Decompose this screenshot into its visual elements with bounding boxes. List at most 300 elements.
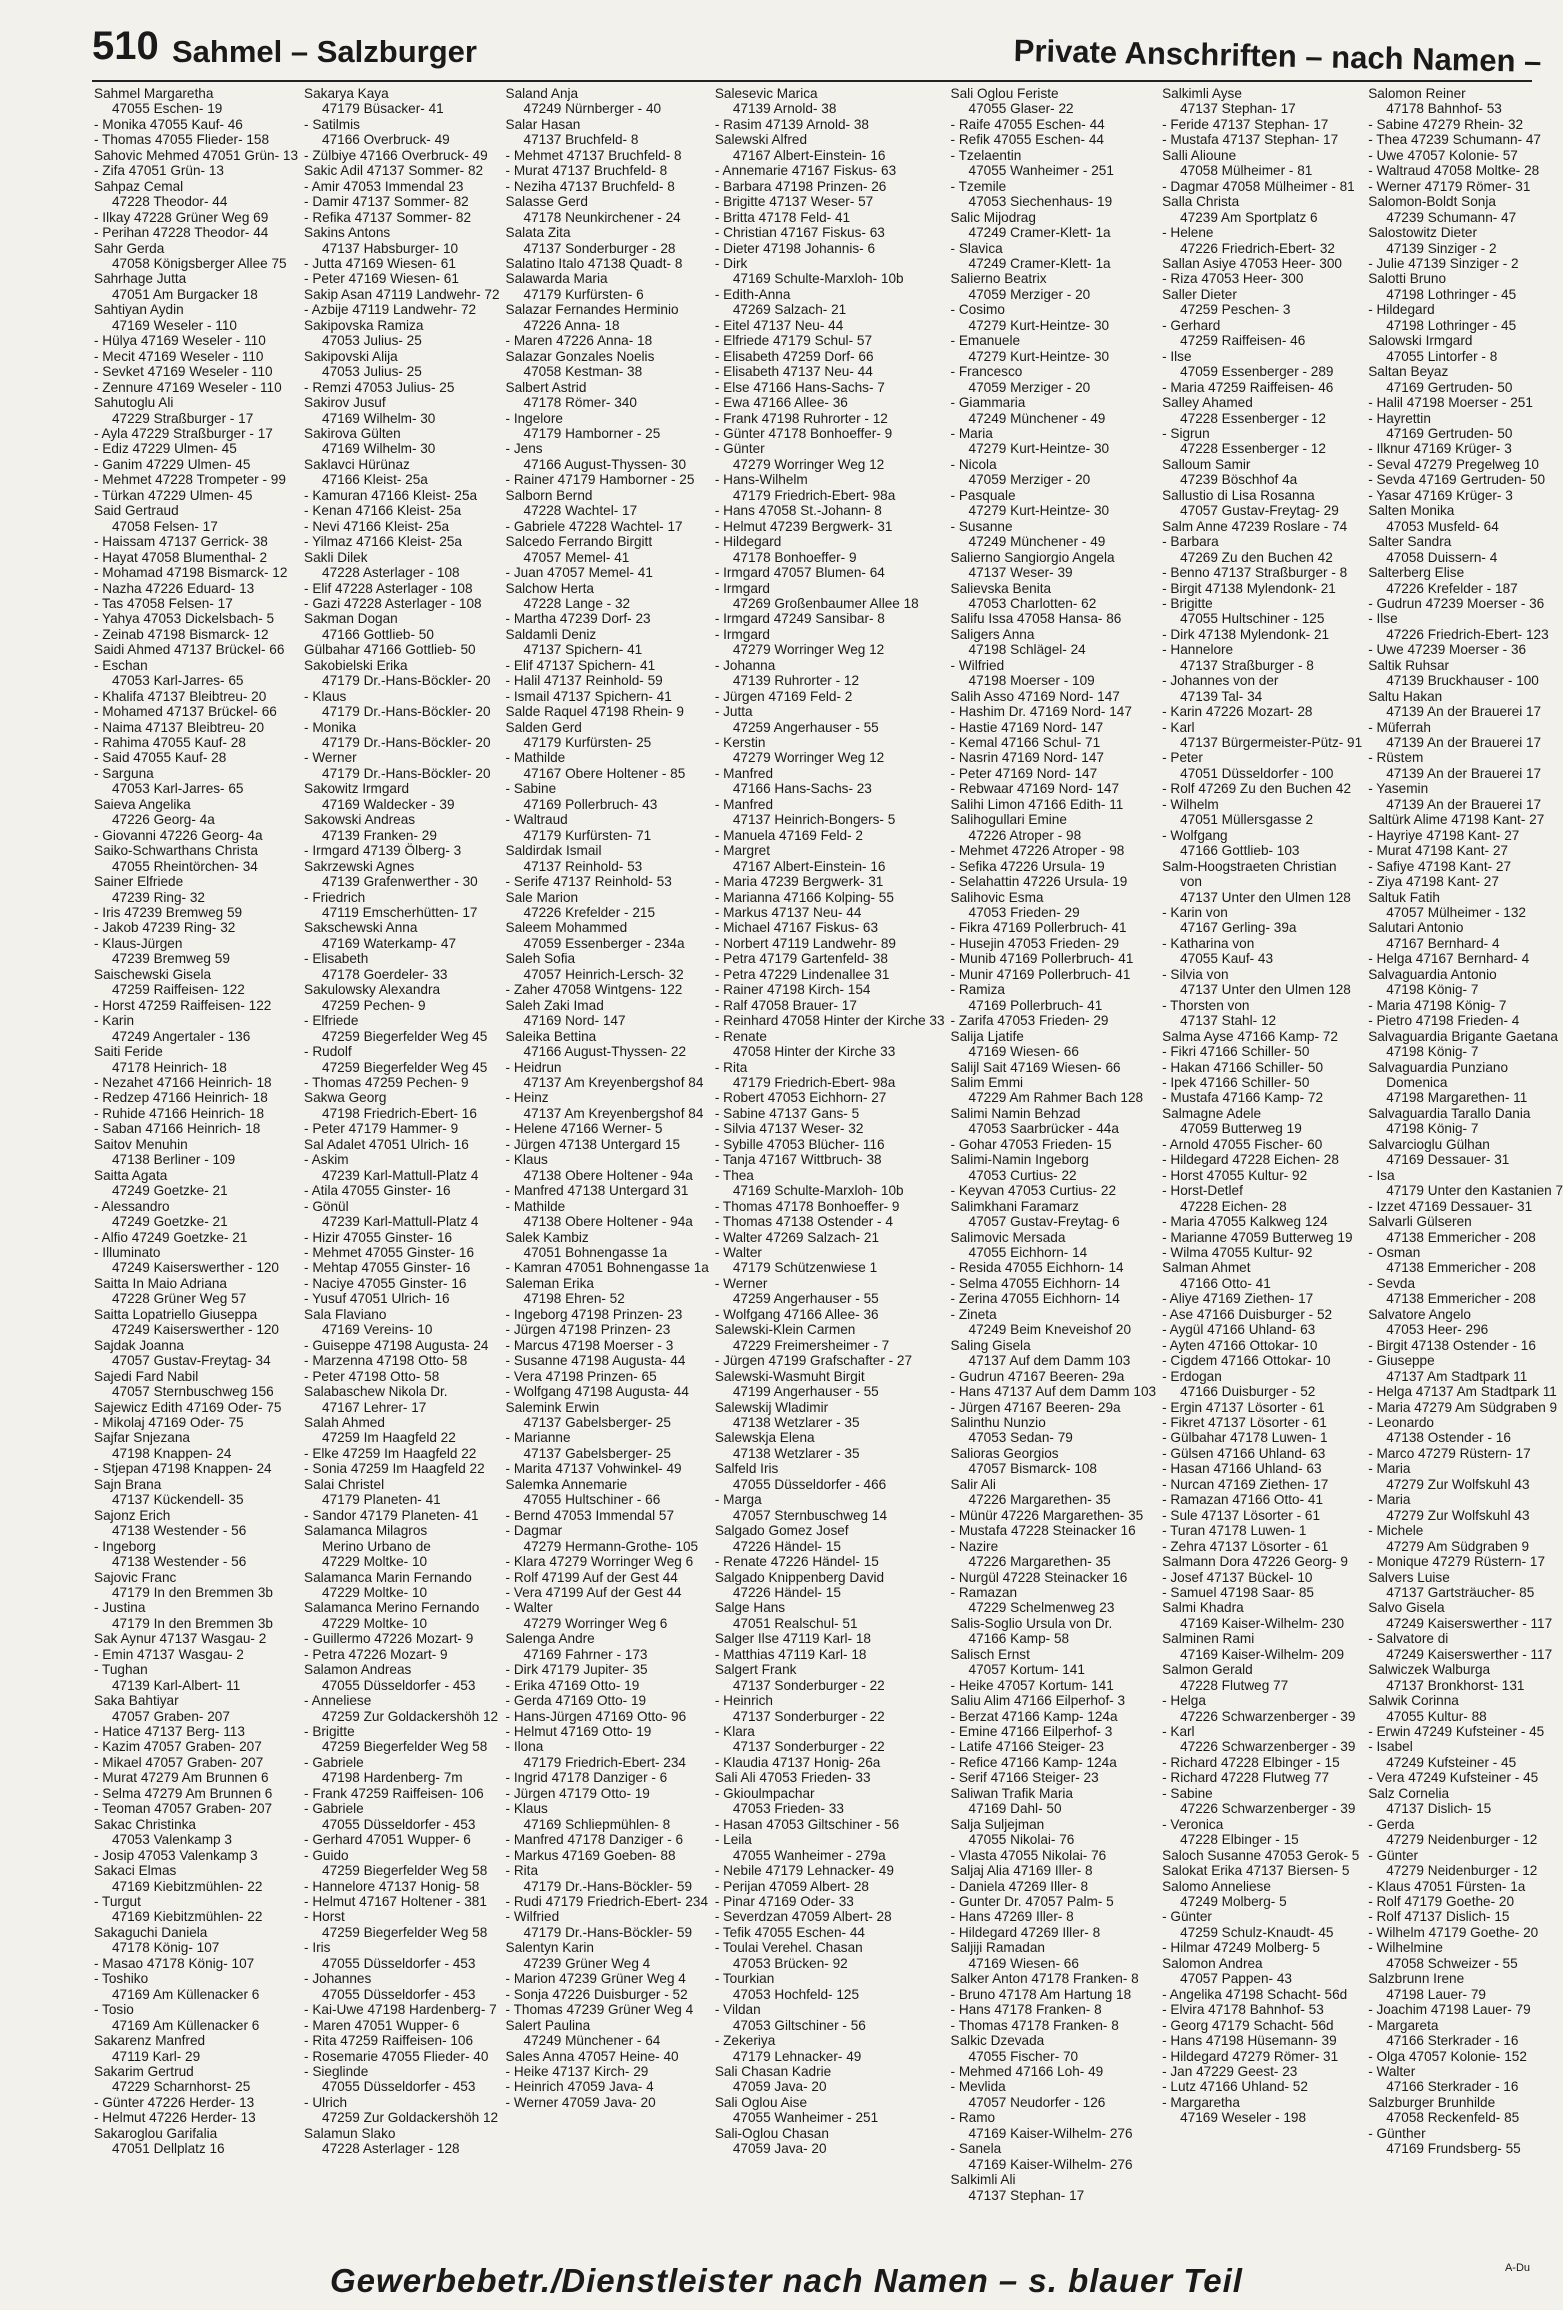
listing-entry: - Kamran 47051 Bohnengasse 1a [505, 1260, 709, 1276]
listing-entry: - Gerhard 47051 Wupper- 6 [304, 1832, 471, 1848]
listing-entry: - Pasquale [950, 487, 1016, 503]
listing-entry: - Günter 47178 Bonhoeffer- 9 [714, 425, 893, 441]
listing-entry: - Klaus 47051 Fürsten- 1a [1368, 1878, 1526, 1894]
listing-name: Sakobielski Erika [304, 657, 408, 673]
listing-entry: - Matthias 47119 Karl- 18 [714, 1646, 867, 1662]
listing-entry: - Ergin 47137 Lösorter - 61 [1162, 1399, 1325, 1415]
listing-address: 47239 Böschhof 4a [1180, 472, 1298, 488]
listing-entry: - Mehmet 47137 Bruchfeld- 8 [505, 147, 682, 163]
listing-entry: - Salvatore di [1368, 1631, 1449, 1647]
listing-address: 47138 Obere Holtener - 94a [523, 1167, 693, 1183]
listing-entry: - Mustafa 47228 Steinacker 16 [950, 1523, 1136, 1539]
listing-entry: - Markus 47169 Goeben- 88 [505, 1847, 676, 1863]
listing-name: Sakac Christinka [94, 1816, 196, 1832]
listing-name: Sahrhage Jutta [94, 271, 187, 287]
listing-entry: - Tefik 47055 Eschen- 44 [714, 1924, 865, 1940]
listing-address: 47169 Waterkamp- 47 [322, 935, 457, 951]
listing-entry: - Maria [950, 425, 993, 441]
listing-address: 47059 Butterweg 19 [1180, 1121, 1302, 1137]
listing-name: Salwiczek Walburga [1368, 1662, 1491, 1678]
listing-entry: - Ulrich [304, 2094, 348, 2110]
listing-address: 47137 Stephan- 17 [1180, 101, 1296, 117]
listing-address: 47137 Sonderburger - 22 [732, 1677, 885, 1693]
listing-name: Salma Ayse 47166 Kamp- 72 [1162, 1028, 1338, 1044]
listing-name: Salesevic Marica [714, 86, 818, 101]
listing-name: Salvarli Gülseren [1368, 1214, 1472, 1230]
listing-address: 47139 An der Brauerei 17 [1386, 735, 1542, 751]
listing-entry: - Petra 47229 Lindenallee 31 [714, 966, 890, 982]
listing-address: 47178 König- 107 [112, 1940, 220, 1956]
listing-entry: - Haissam 47137 Gerrick- 38 [94, 534, 268, 550]
listing-name: Sakipovski Alija [304, 348, 398, 364]
listing-entry: - Selma 47279 Am Brunnen 6 [94, 1785, 273, 1801]
listing-name: Sajovic Franc [94, 1569, 177, 1585]
listing-entry: - Severdzan 47059 Albert- 28 [714, 1909, 892, 1925]
listing-entry: - Pietro 47198 Frieden- 4 [1368, 1013, 1520, 1029]
listing-address: 47279 Worringer Weg 12 [732, 750, 885, 766]
listing-entry: - Müferrah [1368, 719, 1431, 735]
listing-address: 47057 Gustav-Freytag- 34 [112, 1353, 271, 1369]
listing-address: 47053 Musfeld- 64 [1386, 518, 1499, 534]
listing-address: 47138 Emmericher - 208 [1386, 1229, 1536, 1245]
listing-address: 47249 Angertaler - 136 [112, 1028, 251, 1044]
listing-entry: - Silvia von [1162, 966, 1229, 982]
listing-address: 47057 Gustav-Freytag- 29 [1180, 503, 1339, 519]
listing-name: Sakli Dilek [304, 549, 368, 565]
listing-name: Salmann Dora 47226 Georg- 9 [1162, 1554, 1348, 1570]
listing-entry: - Marianna 47166 Kolping- 55 [714, 889, 894, 905]
listing-entry: - Kenan 47166 Kleist- 25a [304, 503, 462, 519]
listing-address: 47058 Hinter der Kirche 33 [732, 1044, 896, 1060]
listing-entry: - Neziha 47137 Bruchfeld- 8 [505, 178, 675, 194]
listing-address: 47053 Saarbrücker - 44a [968, 1121, 1119, 1137]
listing-entry: - Tanja 47167 Wittbruch- 38 [714, 1152, 882, 1168]
listing-entry: - Ramazan 47166 Otto- 41 [1162, 1492, 1324, 1508]
listing-entry: - Michael 47167 Fiskus- 63 [714, 920, 879, 936]
listing-address: 47137 Reinhold- 53 [523, 858, 643, 874]
listing-name: Salomon Andrea [1162, 1955, 1263, 1971]
listing-name: Sak Aynur 47137 Wasgau- 2 [94, 1631, 267, 1647]
listing-entry: - Mustafa 47137 Stephan- 17 [1162, 132, 1339, 148]
listing-address: 47053 Heer- 296 [1386, 1322, 1489, 1338]
listing-name: Saldirdak Ismail [505, 843, 602, 859]
listing-name: Saloch Susanne 47053 Gerok- 5 [1162, 1847, 1360, 1863]
listing-entry: - Emin 47137 Wasgau- 2 [94, 1646, 244, 1662]
listing-address: 47137 Am Kreyenbergshof 84 [523, 1105, 704, 1121]
listing-address: 47269 Großenbaumer Allee 18 [732, 595, 919, 611]
listing-address: 47167 Obere Holtener - 85 [523, 765, 686, 781]
listing-address: 47279 Zur Wolfskuhl 43 [1386, 1507, 1530, 1523]
listing-name: Sainer Elfriede [94, 874, 184, 890]
listing-entry: - Vlasta 47055 Nikolai- 76 [950, 1847, 1107, 1863]
listing-entry: - Mehtap 47055 Ginster- 16 [304, 1260, 471, 1276]
listing-entry: - Nazire [950, 1538, 999, 1554]
listing-address: 47179 Kurfürsten- 6 [523, 286, 644, 302]
listing-entry: - Petra 47179 Gartenfeld- 38 [714, 951, 888, 967]
listing-address: 47057 Sternbuschweg 156 [112, 1384, 274, 1400]
listing-entry: - Uwe 47239 Moerser - 36 [1368, 642, 1527, 658]
listing-entry: - Hülya 47169 Weseler - 110 [94, 333, 266, 349]
listing-entry: - Turan 47178 Luwen- 1 [1162, 1523, 1307, 1539]
listing-entry: - Helga 47167 Bernhard- 4 [1368, 951, 1530, 967]
listing-entry: - Karin 47226 Mozart- 28 [1162, 704, 1313, 720]
listing-address: 47279 Worringer Weg 6 [523, 1615, 668, 1631]
listing-entry: - Jürgen 47199 Grafschafter - 27 [714, 1353, 913, 1369]
listing-entry: - Ismail 47137 Spichern- 41 [505, 688, 672, 704]
listing-address: 47249 Kaiserswerther - 120 [112, 1322, 279, 1338]
listing-name: Salomon-Boldt Sonja [1368, 194, 1496, 210]
listing-entry: - Walter [505, 1600, 553, 1616]
listing-entry: - Margareta [1368, 2017, 1439, 2033]
listing-address: 47179 In den Bremmen 3b [112, 1584, 273, 1600]
listing-entry: - Remzi 47053 Julius- 25 [304, 379, 455, 395]
listing-address: 47167 Lehrer- 17 [322, 1399, 427, 1415]
listing-address: 47166 Duisburger - 52 [1180, 1384, 1316, 1400]
listing-name: Saiko-Schwarthans Christa [94, 843, 258, 859]
listing-address: 47226 Schwarzenberger - 39 [1180, 1708, 1356, 1724]
listing-address: 47178 Bahnhof- 53 [1386, 101, 1502, 117]
listing-entry: - Hilmar 47249 Molberg- 5 [1162, 1940, 1320, 1956]
listing-address: 47055 Eschen- 19 [112, 101, 223, 117]
listing-entry: - Gülsen 47166 Uhland- 63 [1162, 1445, 1326, 1461]
listing-entry: - Wilma 47055 Kultur- 92 [1162, 1244, 1313, 1260]
listing-entry: - Nevi 47166 Kleist- 25a [304, 518, 450, 534]
listing-address: 47259 Biegerfelder Weg 58 [322, 1863, 488, 1879]
listing-address: 47226 Friedrich-Ebert- 123 [1386, 626, 1549, 642]
listing-address: 47169 Weseler - 198 [1180, 2110, 1307, 2126]
listing-entry: - Hildegard 47279 Römer- 31 [1162, 2048, 1339, 2064]
listing-entry: - Gönül [304, 1198, 349, 1214]
listing-address: 47179 Lehnacker- 49 [732, 2048, 862, 2064]
listing-entry: - Mehmet 47055 Ginster- 16 [304, 1244, 475, 1260]
listing-address: 47167 Albert-Einstein- 16 [732, 147, 886, 163]
listing-address: 47053 Valenkamp 3 [112, 1832, 232, 1848]
listing-entry: - Rita [714, 1059, 748, 1075]
listing-entry: - Refice 47166 Kamp- 124a [950, 1754, 1117, 1770]
listing-entry: - Hizir 47055 Ginster- 16 [304, 1229, 453, 1245]
listing-address: 47169 Schulte-Marxloh- 10b [732, 1183, 904, 1199]
listing-address: 47166 Gottlieb- 103 [1180, 843, 1300, 859]
listing-address: 47226 Atroper - 98 [968, 827, 1082, 843]
listing-entry: - Francesco [950, 364, 1023, 380]
listing-name: Salgert Frank [714, 1662, 797, 1678]
listing-address: 47169 Vereins- 10 [322, 1322, 433, 1338]
listing-name: Salah Ahmed [304, 1414, 385, 1430]
listing-address: 47198 König- 7 [1386, 1044, 1479, 1060]
listing-entry: - Britta 47178 Feld- 41 [714, 209, 851, 225]
listing-address: 47055 Wanheimer - 251 [968, 163, 1114, 179]
listing-name: Sahr Gerda [94, 240, 165, 256]
listing-address: 47058 Reckenfeld- 85 [1386, 2110, 1520, 2126]
listing-name: Salkic Dzevada [950, 2033, 1045, 2049]
listing-entry: - Michele [1368, 1523, 1424, 1539]
listing-address: 47228 Lange - 32 [523, 595, 631, 611]
listing-address: 47259 Angerhauser - 55 [732, 1291, 879, 1307]
listing-entry: - Heike 47137 Kirch- 29 [505, 2064, 649, 2079]
listing-entry: - Maren 47226 Anna- 18 [505, 333, 653, 349]
listing-entry: - Mevlida [950, 2079, 1006, 2095]
listing-name: Salminen Rami [1162, 1631, 1255, 1647]
directory-column-4 [715, 86, 945, 2260]
listing-entry: - Edith-Anna [714, 286, 791, 302]
listing-entry: - Hans 47269 Iller- 8 [950, 1909, 1074, 1925]
listing-name: Salewski Alfred [714, 132, 808, 148]
listing-entry: - Ayten 47166 Ottokar- 10 [1162, 1337, 1318, 1353]
listing-address: 47058 Schweizer - 55 [1386, 1955, 1518, 1971]
listing-entry: - Refik 47055 Eschen- 44 [950, 132, 1104, 148]
listing-name: Sahmel Margaretha [94, 86, 214, 101]
listing-entry: - Damir 47137 Sommer- 82 [304, 194, 469, 210]
listing-address: 47137 Straßburger - 8 [1180, 657, 1314, 673]
listing-address: 47169 Frundsberg- 55 [1386, 2141, 1521, 2157]
listing-entry: - Riza 47053 Heer- 300 [1162, 271, 1304, 287]
listing-address: 47057 Neudorfer - 126 [968, 2094, 1106, 2110]
listing-name: Saltu Hakan [1368, 688, 1443, 704]
listing-entry: - Anneliese [304, 1693, 372, 1709]
listing-address: 47228 Elbinger - 15 [1180, 1832, 1299, 1848]
listing-entry: - Nazha 47226 Eduard- 13 [94, 580, 255, 596]
listing-entry: - Giammaria [950, 395, 1026, 411]
listing-entry: - Peter 47179 Hammer- 9 [304, 1121, 459, 1137]
listing-entry: - Mehmet 47228 Trompeter - 99 [94, 472, 286, 488]
listing-address: 47053 Curtius- 22 [968, 1167, 1077, 1183]
listing-entry: - Dirk [714, 255, 748, 271]
listing-entry: - Dagmar 47058 Mülheimer - 81 [1162, 178, 1355, 194]
listing-name: Sakic Adil 47137 Sommer- 82 [304, 163, 484, 179]
listing-name: Salentyn Karin [505, 1940, 594, 1956]
listing-entry: - Georg 47179 Schacht- 56d [1162, 2017, 1334, 2033]
listing-address: 47226 Schwarzenberger - 39 [1180, 1801, 1356, 1817]
listing-entry: - Giovanni 47226 Georg- 4a [94, 827, 263, 843]
listing-entry: - Gabriele [304, 1801, 364, 1817]
listing-address: 47249 Goetzke- 21 [112, 1214, 228, 1230]
listing-address: 47229 Straßburger - 17 [112, 410, 254, 426]
listing-address: 47053 Hochfeld- 125 [732, 1986, 860, 2002]
listing-name: Salge Hans [714, 1600, 786, 1616]
listing-entry: - Jutta 47169 Wiesen- 61 [304, 255, 456, 271]
listing-name: Saland Anja [505, 86, 579, 101]
listing-address: 47055 Düsseldorfer - 466 [732, 1476, 887, 1492]
listing-entry: - Gohar 47053 Frieden- 15 [950, 1136, 1112, 1152]
listing-address: 47058 Mülheimer - 81 [1180, 163, 1313, 179]
listing-name: Salterberg Elise [1368, 565, 1465, 581]
listing-entry: - Joachim 47198 Lauer- 79 [1368, 2002, 1531, 2018]
listing-address: 47138 Berliner - 109 [112, 1152, 236, 1168]
listing-entry: - Rahima 47055 Kauf- 28 [94, 735, 246, 751]
listing-entry: - Yasar 47169 Krüger- 3 [1368, 487, 1513, 503]
listing-entry: - Naima 47137 Bleibtreu- 20 [94, 719, 265, 735]
listing-name: Sales Anna 47057 Heine- 40 [505, 2048, 679, 2064]
directory-column-5 [951, 86, 1157, 2260]
listing-entry: - Brigitte [1162, 595, 1213, 611]
listing-entry: - Ilona [505, 1739, 544, 1755]
listing-entry: - Klaus [505, 1801, 548, 1817]
listing-entry: - Jürgen 47167 Beeren- 29a [950, 1399, 1121, 1415]
listing-entry: - Ilkay 47228 Grüner Weg 69 [94, 209, 269, 225]
listing-address: 47169 Am Küllenacker 6 [112, 2017, 260, 2033]
listing-name: Saliu Alim 47166 Eilperhof- 3 [950, 1693, 1126, 1709]
listing-entry: - Manfred 47178 Danziger - 6 [505, 1832, 684, 1848]
listing-entry: - Hasan 47053 Giltschiner - 56 [714, 1816, 900, 1832]
listing-name: Salioras Georgios [950, 1445, 1059, 1461]
listing-entry: - Mecit 47169 Weseler - 110 [94, 348, 264, 364]
listing-address: 47239 Bremweg 59 [112, 951, 230, 967]
listing-name: Sakip Asan 47119 Landwehr- 72 [304, 286, 500, 302]
listing-name: Salostowitz Dieter [1368, 225, 1477, 241]
listing-name: Sali-Oglou Chasan [714, 2125, 829, 2141]
listing-entry: - Angelika 47198 Schacht- 56d [1162, 1986, 1348, 2002]
listing-entry: - Heinrich 47059 Java- 4 [505, 2079, 654, 2095]
listing-address: 47279 Worringer Weg 12 [732, 642, 885, 658]
listing-address: 47179 In den Bremmen 3b [112, 1615, 273, 1631]
listing-name: Sajdak Joanna [94, 1337, 184, 1353]
listing-name: Salievska Benita [950, 580, 1052, 596]
listing-entry: - Günther [1368, 2125, 1426, 2141]
listing-entry: - Rita 47259 Raiffeisen- 106 [304, 2033, 474, 2049]
listing-entry: - Murat 47279 Am Brunnen 6 [94, 1770, 269, 1786]
listing-entry: - Nezahet 47166 Heinrich- 18 [94, 1075, 272, 1090]
listing-entry: - Rainer 47198 Kirch- 154 [714, 982, 871, 998]
listing-name: Salvo Gisela [1368, 1600, 1445, 1616]
listing-entry: - Irmgard [714, 580, 770, 596]
listing-name: Sajedi Fard Nabil [94, 1368, 199, 1384]
listing-address: 47169 Wilhelm- 30 [322, 410, 436, 426]
listing-entry: - Mehmed 47166 Loh- 49 [950, 2064, 1104, 2079]
listing-entry: - Nurgül 47228 Steinacker 16 [950, 1569, 1128, 1585]
listing-address: 47059 Merziger - 20 [968, 286, 1091, 302]
listing-entry: - Emanuele [950, 333, 1021, 349]
listing-address: 47259 Biegerfelder Weg 45 [322, 1059, 488, 1075]
listing-name: Saljiji Ramadan [950, 1940, 1045, 1956]
listing-entry: - Mohamad 47198 Bismarck- 12 [94, 565, 288, 581]
listing-address: 47139 An der Brauerei 17 [1386, 765, 1542, 781]
listing-entry: - Ruhide 47166 Heinrich- 18 [94, 1105, 265, 1121]
listing-address: 47053 Frieden- 33 [732, 1801, 844, 1817]
listing-name: Salkimli Ali [950, 2172, 1016, 2188]
directory-column-2 [304, 86, 500, 2260]
listing-address: 47249 Münchener - 64 [523, 2033, 661, 2049]
listing-address: 47169 Kaiser-Wilhelm- 209 [1180, 1646, 1345, 1662]
listing-name: Salzbrunn Irene [1368, 1971, 1465, 1987]
listing-address: 47249 Nürnberger - 40 [523, 101, 662, 117]
listing-entry: - Wilfried [505, 1909, 560, 1925]
listing-address: 47059 Merziger - 20 [968, 472, 1091, 488]
listing-entry: - Hans 47198 Hüsemann- 39 [1162, 2033, 1337, 2049]
listing-entry: - Hastie 47169 Nord- 147 [950, 719, 1104, 735]
listing-entry: - Munib 47169 Pollerbruch- 41 [950, 951, 1134, 967]
listing-entry: - Azbije 47119 Landwehr- 72 [304, 302, 477, 318]
listing-name: Saieva Angelika [94, 796, 191, 812]
listing-entry: - Frank 47259 Raiffeisen- 106 [304, 1785, 484, 1801]
listing-entry: - Günter [1162, 1909, 1212, 1925]
listing-address: 47178 Goerdeler- 33 [322, 966, 448, 982]
listing-entry: - Mathilde [505, 750, 566, 766]
listing-entry: - Rudolf [304, 1044, 352, 1060]
listing-entry: - Said 47055 Kauf- 28 [94, 750, 227, 766]
listing-name: Salzburger Brunhilde [1368, 2094, 1496, 2110]
listing-address: 47279 Kurt-Heintze- 30 [968, 348, 1110, 364]
listing-address: 47239 Schumann- 47 [1386, 209, 1517, 225]
listing-address: 47058 Duissern- 4 [1386, 549, 1498, 565]
listing-name: Salimkhani Faramarz [950, 1198, 1079, 1214]
listing-address: 47059 Java- 20 [732, 2141, 827, 2157]
listing-entry: - Mikael 47057 Graben- 207 [94, 1754, 264, 1770]
listing-name: Salvaguardia Punziano [1368, 1059, 1509, 1075]
listing-address: 47179 Dr.-Hans-Böckler- 20 [322, 765, 491, 781]
listing-name: Saltuk Fatih [1368, 889, 1440, 905]
listing-entry: - Wilhelm 47179 Goethe- 20 [1368, 1924, 1539, 1940]
listing-name: Salmagne Adele [1162, 1105, 1262, 1121]
listing-name: Sahpaz Cemal [94, 178, 184, 194]
listing-entry: - Markus 47137 Neu- 44 [714, 905, 862, 921]
listing-entry: - Elfriede 47179 Schul- 57 [714, 333, 873, 349]
listing-address: 47137 Bronkhorst- 131 [1386, 1677, 1525, 1693]
listing-name: Salokat Erika 47137 Biersen- 5 [1162, 1863, 1350, 1879]
listing-entry: - Walter [1368, 2064, 1416, 2079]
listing-address: 47226 Margarethen- 35 [968, 1492, 1111, 1508]
listing-address: 47169 Waldecker - 39 [322, 796, 455, 812]
listing-name: Sahtiyan Aydin [94, 302, 184, 318]
listing-address: 47138 Westender - 56 [112, 1554, 247, 1570]
listing-address: 47059 Essenberger - 289 [1180, 364, 1334, 380]
listing-entry: - Nasrin 47169 Nord- 147 [950, 750, 1104, 766]
listing-address: 47179 Planeten- 41 [322, 1492, 441, 1508]
listing-address: 47228 Eichen- 28 [1180, 1198, 1287, 1214]
listing-name: Salvatore Angelo [1368, 1306, 1471, 1322]
listing-entry: - Hans-Jürgen 47169 Otto- 96 [505, 1708, 687, 1724]
listing-entry: - Isabel [1368, 1739, 1413, 1755]
listing-entry: - Ingelore [505, 410, 563, 426]
listing-address: 47166 Gottlieb- 50 [322, 626, 434, 642]
listing-entry: - Elvira 47178 Bahnhof- 53 [1162, 2002, 1324, 2018]
listing-name: Salinthu Nunzio [950, 1414, 1046, 1430]
listing-entry: - Tzelaentin [950, 147, 1022, 163]
directory-column-3 [506, 86, 709, 2260]
listing-address: 47259 Biegerfelder Weg 45 [322, 1028, 488, 1044]
listing-address: 47051 Bohnengasse 1a [523, 1244, 668, 1260]
listing-address: 47228 Asterlager - 128 [322, 2141, 460, 2157]
listing-entry: - Elif 47228 Asterlager - 108 [304, 580, 473, 596]
listing-address: 47057 Kortum- 141 [968, 1662, 1085, 1678]
listing-entry: - Heike 47057 Kortum- 141 [950, 1677, 1114, 1693]
listing-name: Sakaci Elmas [94, 1863, 177, 1879]
listing-entry: - Feride 47137 Stephan- 17 [1162, 116, 1329, 132]
listing-entry: - Ganim 47229 Ulmen- 45 [94, 456, 251, 472]
listing-address: 47226 Friedrich-Ebert- 32 [1180, 240, 1335, 256]
listing-entry: - Marzenna 47198 Otto- 58 [304, 1353, 468, 1369]
listing-entry: - Perijan 47059 Albert- 28 [714, 1878, 869, 1894]
listing-name: Sallustio di Lisa Rosanna [1162, 487, 1315, 503]
listing-name: Sakirov Jusuf [304, 395, 386, 411]
listing-entry: - Nicola [950, 456, 997, 472]
listing-name: Salamanca Milagros [304, 1523, 428, 1539]
listing-name: Salis-Soglio Ursula von Dr. [950, 1615, 1113, 1631]
listing-entry: - Waltraud 47058 Moltke- 28 [1368, 163, 1540, 179]
listing-address: 47137 Dislich- 15 [1386, 1801, 1492, 1817]
listing-entry: - Hildegard [1368, 302, 1435, 318]
listing-address: 47057 Mülheimer - 132 [1386, 905, 1526, 921]
listing-entry: - Sonja 47226 Duisburger - 52 [505, 1986, 688, 2002]
listing-entry: - Aliye 47169 Ziethen- 17 [1162, 1291, 1314, 1307]
listing-name: Salmon Gerald [1162, 1662, 1253, 1678]
directory-column-1 [94, 86, 298, 2260]
listing-entry: - Kamuran 47166 Kleist- 25a [304, 487, 478, 503]
listing-name: Salm Anne 47239 Roslare - 74 [1162, 518, 1348, 534]
listing-address: 47198 König- 7 [1386, 982, 1479, 998]
listing-entry: - Gülbahar 47178 Luwen- 1 [1162, 1430, 1328, 1446]
listing-address: 47166 Kleist- 25a [322, 472, 428, 488]
listing-entry: - Dirk 47138 Mylendonk- 21 [1162, 626, 1330, 642]
